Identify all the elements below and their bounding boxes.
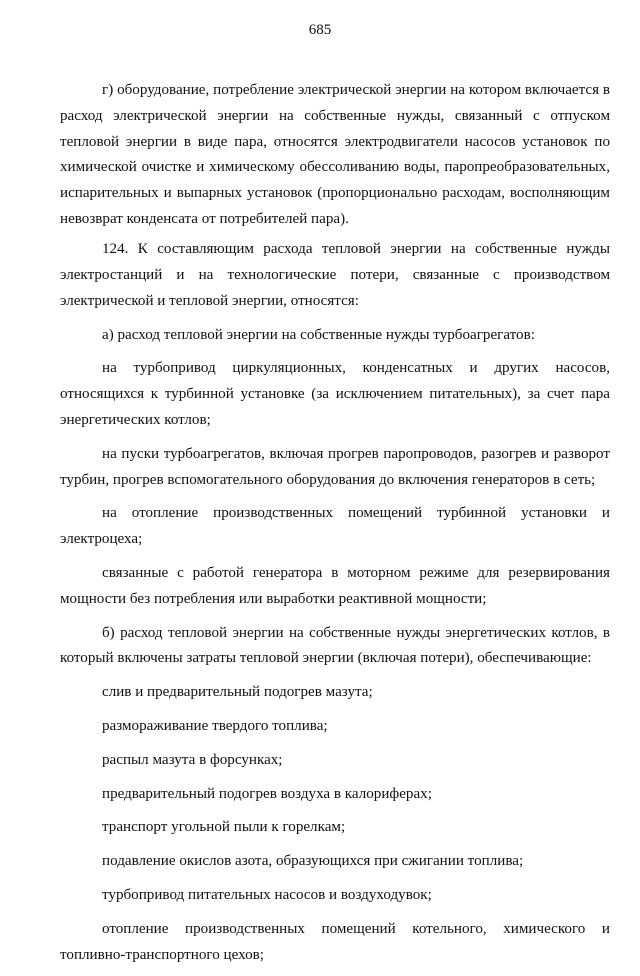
list-item-nox-suppression: подавление окислов азота, образующихся при сжигании топлива; xyxy=(102,853,524,870)
paragraph-g-equipment: г) оборудование, потребление электрической энергии на котором включается в расход электрической энергии на собственные нужды, связанный с отпуском тепловой энергии в виде пара, относятся электродвигатели насосов установок по химической очистке и химическому обессоливанию воды, паропреобразовательных, испарительных и выпарных установок (пропорционально расходам, восполняющим невозврат конденсата от потребителей пара). xyxy=(60,82,610,227)
paragraph-turbine-pump-drive: на турбопривод циркуляционных, конденсатных и других насосов, относящихся к турбинной установке (за исключением питательных), за счет пара энергетических котлов; xyxy=(60,360,610,429)
paragraph-generator-motor-mode: связанные с работой генератора в моторном режиме для резервирования мощности без потребления или выработки реактивной мощности; xyxy=(60,565,610,607)
list-item-feed-pump-drive: турбопривод питательных насосов и воздуходувок; xyxy=(102,887,432,904)
paragraph-turbine-startup: на пуски турбоагрегатов, включая прогрев паропроводов, разогрев и разворот турбин, прогрев вспомогательного оборудования до включения генераторов в сеть; xyxy=(60,445,610,488)
paragraph-a-turbine-heat: а) расход тепловой энергии на собственные нужды турбоагрегатов: xyxy=(102,326,535,343)
list-item-coal-dust-transport: транспорт угольной пыли к горелкам; xyxy=(102,819,346,836)
list-item-solid-fuel-thawing: размораживание твердого топлива; xyxy=(102,718,328,735)
paragraph-124-intro: 124. К составляющим расхода тепловой энергии на собственные нужды электростанций и на технологические потери, связанные с производством электрической и тепловой энергии, относятся: xyxy=(60,241,610,309)
list-item-fuel-oil-heating: слив и предварительный подогрев мазута; xyxy=(102,684,373,701)
list-item-fuel-oil-spray: распыл мазута в форсунках; xyxy=(102,751,283,768)
list-item-workshop-heating: отопление производственных помещений котельного, химического и топливно-транспортного цехов; xyxy=(60,920,610,963)
page-number: 685 xyxy=(308,22,332,38)
list-item-air-preheating: предварительный подогрев воздуха в калориферах; xyxy=(102,785,432,802)
paragraph-turbine-heating: на отопление производственных помещений турбинной установки и электроцеха; xyxy=(60,505,610,548)
paragraph-b-boiler-heat: б) расход тепловой энергии на собственные нужды энергетических котлов, в который включены затраты тепловой энергии (включая потери), обеспечивающие: xyxy=(60,624,610,667)
document-body xyxy=(60,78,610,976)
